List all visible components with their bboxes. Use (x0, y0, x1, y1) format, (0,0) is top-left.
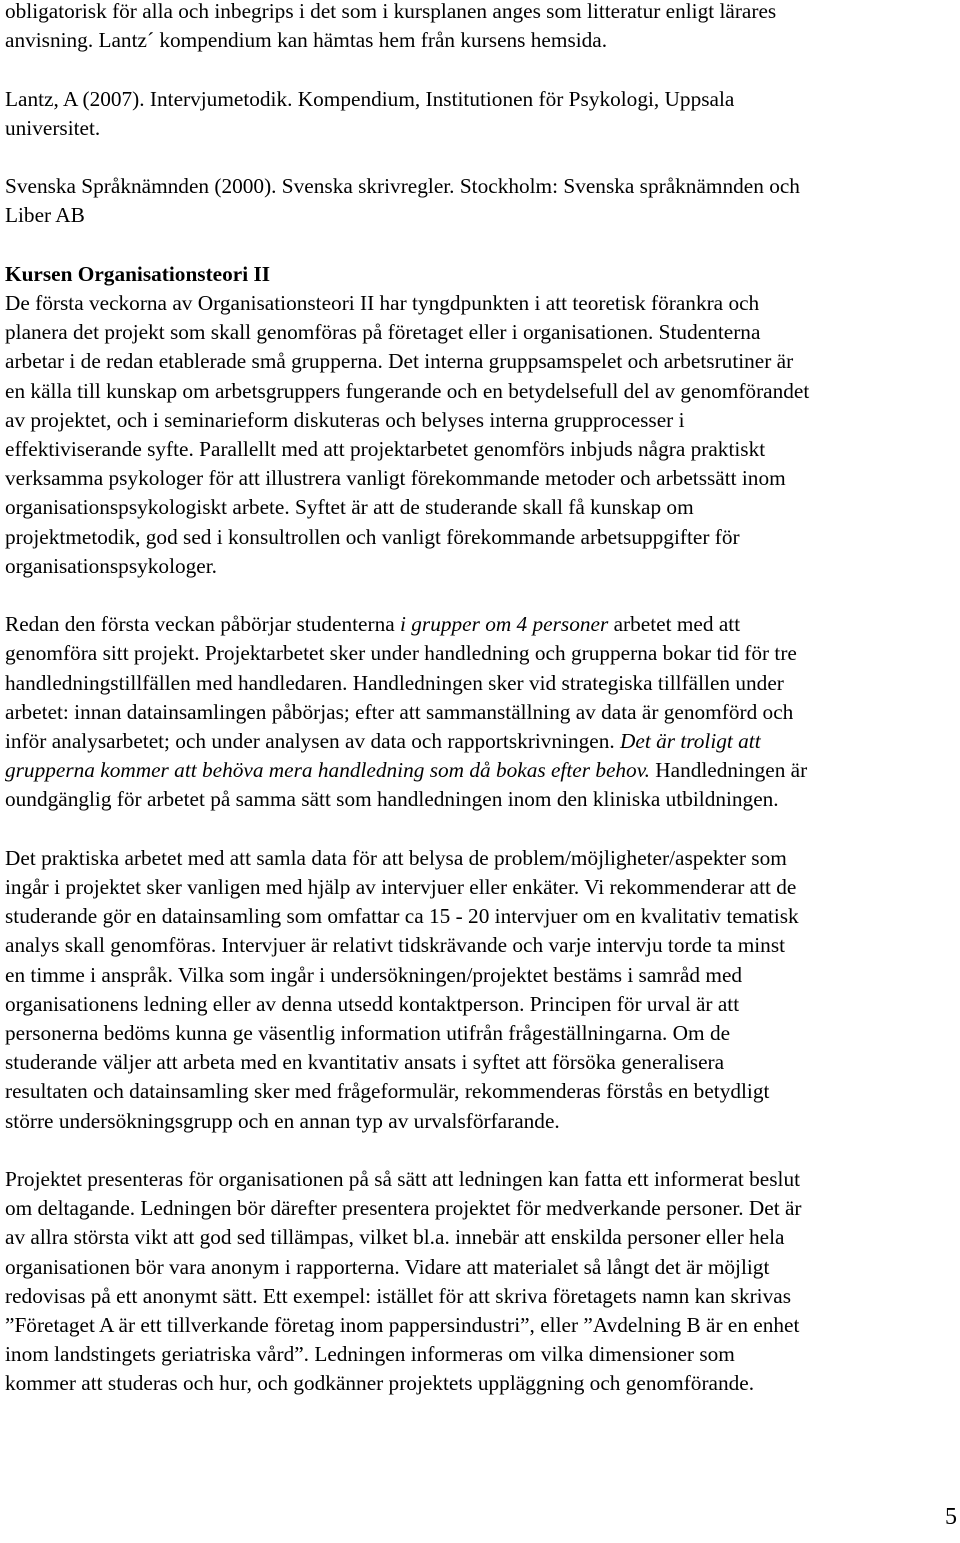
text-line: planera det projekt som skall genomföras på företaget eller i organisationen. Studenterna (5, 320, 761, 345)
text-line: projektmetodik, god sed i konsultrollen och vanligt förekommande arbetsuppgifter för (5, 524, 740, 549)
text-span: Redan den första veckan påbörjar studenterna (5, 612, 401, 637)
text-line: anvisning. Lantz´ kompendium kan hämtas hem från kursens hemsida. (5, 28, 608, 53)
text-line: obligatorisk för alla och inbegrips i det som i kursplanen anges som litteratur enligt lärares (5, 0, 777, 23)
page-number: 5 (945, 1504, 957, 1530)
text-line: Liber AB (5, 203, 85, 228)
emphasis-text: i grupper om 4 personer (400, 612, 609, 637)
text-line: studerande gör en datainsamling som omfattar ca 15 - 20 intervjuer om en kvalitativ tematisk (5, 904, 799, 929)
text-line: redovisas på ett anonymt sätt. Ett exempel: istället för att skriva företagets namn kan skrivas (5, 1283, 791, 1308)
text-line: genomföra sitt projekt. Projektarbetet sker under handledning och grupperna bokar tid för tre (5, 641, 797, 666)
text-line: en timme i anspråk. Vilka som ingår i undersökningen/projektet bestäms i samråd med (5, 962, 743, 987)
text-line: analys skall genomföras. Intervjuer är relativt tidskrävande och varje intervju torde ta minst (5, 933, 786, 958)
text-span: Handledningen är (649, 758, 808, 783)
text-line: organisationspsykologer. (5, 553, 217, 578)
text-line: verksamma psykologer för att illustrera vanligt förekommande metoder och arbetssätt inom (5, 466, 786, 491)
text-line: arbetet: innan datainsamlingen påbörjas; efter att sammanställning av data är genomförd och (5, 699, 794, 724)
section-heading: Kursen Organisationsteori II (5, 261, 271, 286)
text-line: personerna bedöms kunna ge väsentlig information utifrån frågeställningarna. Om de (5, 1021, 731, 1046)
reference-lantz (5, 85, 957, 143)
references-continuation (5, 0, 957, 55)
text-line: oundgänglig för arbetet på samma sätt som handledningen inom den kliniska utbildningen. (5, 787, 779, 812)
emphasis-text: Det är troligt att (620, 729, 761, 754)
text-line: inom landstingets geriatriska vård”. Ledningen informeras om vilka dimensioner som (5, 1342, 735, 1367)
paragraph-1 (5, 289, 957, 581)
text-line (5, 610, 957, 639)
text-line: studerande väljer att arbeta med en kvantitativ ansats i syftet att försöka generalisera (5, 1050, 725, 1075)
text-line: kommer att studeras och hur, och godkänner projektets uppläggning och genomförande. (5, 1371, 755, 1396)
text-line (5, 727, 957, 756)
text-line: resultaten och datainsamling sker med frågeformulär, rekommenderas förstås en betydligt (5, 1079, 770, 1104)
text-line: större undersökningsgrupp och en annan typ av urvalsförfarande. (5, 1108, 560, 1133)
text-line: universitet. (5, 115, 101, 140)
reference-sprak (5, 172, 957, 230)
paragraph-2 (5, 610, 957, 814)
text-line: organisationspsykologiskt arbete. Syftet är att de studerande skall få kunskap om (5, 495, 694, 520)
text-line: Lantz, A (2007). Intervjumetodik. Kompendium, Institutionen för Psykologi, Uppsala (5, 86, 735, 111)
text-line: effektiviserande syfte. Parallellt med att projektarbetet genomförs inbjuds några praktiskt (5, 437, 766, 461)
text-line: organisationen bör vara anonym i rapporterna. Vidare att materialet så långt det är möjligt (5, 1254, 770, 1279)
text-span: arbetet med att (608, 612, 741, 637)
text-line: av allra största vikt att god sed tillämpas, vilket bl.a. innebär att enskilda personer eller hela (5, 1225, 785, 1250)
text-line: en källa till kunskap om arbetsgruppers fungerande och en betydelsefull del av genomförandet (5, 378, 810, 403)
text-line: De första veckorna av Organisationsteori II har tyngdpunkten i att teoretisk förankra och (5, 290, 760, 315)
text-line: av projektet, och i seminarieform diskuteras och belyses interna grupprocesser i (5, 407, 685, 432)
emphasis-text: grupperna kommer att behöva mera handledning som då bokas efter behov. (5, 758, 650, 783)
text-line: arbetar i de redan etablerade små grupperna. Det interna gruppsamspelet och arbetsrutiner är (5, 349, 794, 374)
text-line (5, 756, 957, 785)
text-line: ingår i projektet sker vanligen med hjälp av intervjuer eller enkäter. Vi rekommenderar att de (5, 875, 797, 900)
paragraph-3 (5, 844, 957, 1136)
text-line: organisationens ledning eller av denna utsedd kontaktperson. Principen för urval är att (5, 991, 740, 1016)
text-line: ”Företaget A är ett tillverkande företag inom pappersindustri”, eller ”Avdelning B är en enhet (5, 1313, 800, 1338)
text-line: Svenska Språknämnden (2000). Svenska skrivregler. Stockholm: Svenska språknämnden och (5, 174, 800, 199)
text-line: Det praktiska arbetet med att samla data för att belysa de problem/möjligheter/aspekter som (5, 845, 787, 870)
text-span: inför analysarbetet; och under analysen av data och rapportskrivningen. (5, 729, 621, 754)
text-line: Projektet presenteras för organisationen på så sätt att ledningen kan fatta ett informerat beslut (5, 1167, 801, 1192)
text-line: handledningstillfällen med handledaren. Handledningen sker vid strategiska tillfällen under (5, 670, 784, 695)
paragraph-4 (5, 1165, 957, 1399)
document-page (5, 0, 957, 1399)
text-line: om deltagande. Ledningen bör därefter presentera projektet för medverkande personer. Det är (5, 1196, 802, 1221)
